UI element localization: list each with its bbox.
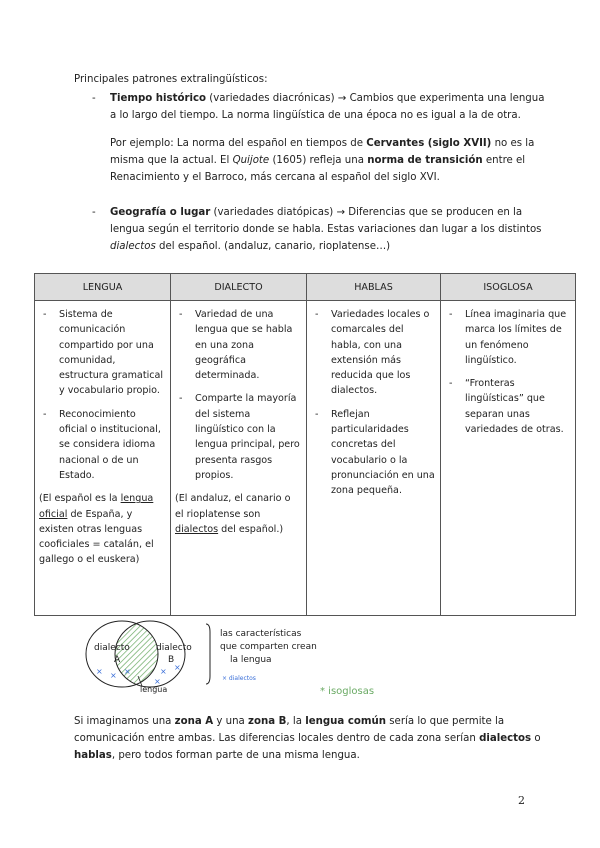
underlined-text: lengua oficial [39,493,154,520]
x-mark: × [96,667,103,676]
italic-text: Quijote [232,155,270,166]
text: de España, y existen otras lenguas cooficiales = catalán, el gallego o el euskera) [39,508,154,566]
text: (1605) refleja una [269,155,368,166]
letter-b: B [168,655,175,665]
letter-a: A [114,655,121,665]
italic-text: dialectos [110,241,156,252]
cell-bullet: Variedad de una lengua que se habla en una zona geográfica determinada. [195,309,293,382]
x-mark: × [174,663,181,672]
example-paragraph [110,135,550,186]
text: o [531,733,541,744]
cell-bullet: Reconocimiento oficial o institucional, se considera idioma nacional o de un Estado. [59,408,161,481]
dash: - [315,309,319,320]
x-mark: × [110,671,117,680]
comparison-table [34,273,576,616]
bullet-dash: - [92,207,96,218]
note-line: que comparten crean [220,642,317,652]
bold-text: zona B [248,716,287,727]
header-lengua: LENGUA [35,274,171,301]
text: entre el [482,155,526,166]
text: , pero todos forman parte de una misma lengua. [111,750,360,761]
text: Por ejemplo: La norma del español en tiempos de [110,138,367,149]
bold-text: norma de transición [367,155,483,166]
text: , la [286,716,306,727]
cell-bullet: Comparte la mayoría del sistema lingüístico con la lengua principal, pero presenta rasgos propios. [195,393,300,481]
dash: - [43,408,47,420]
item-geography [110,204,550,255]
table-row [35,301,576,616]
dash: - [449,378,453,390]
isoglosas-label: * isoglosas [320,686,375,697]
bullet-dash: - [92,93,96,104]
underlined-text: dialectos [175,523,219,535]
bold-text: hablas [74,750,112,761]
label-dialecto-b: dialecto [156,643,192,653]
header-isoglosa: ISOGLOSA [441,274,576,301]
item-title: Tiempo histórico [110,93,207,104]
cell-lengua [35,301,171,616]
cell-bullet: Variedades locales o comarcales del habla, con una extensión más reducida que los dialectos. [331,309,430,397]
bold-text: lengua común [305,716,386,727]
note-line: las características [220,629,302,639]
x-mark: × [154,677,161,686]
dash: - [179,309,183,320]
text: del español.) [218,523,284,535]
text: y una [213,716,249,727]
text: (El andaluz, el canario o el rioplatense son [175,493,291,520]
cell-bullet: Reflejan particularidades concretas del vocabulario o la pronunciación en una zona pequeña. [331,408,435,497]
cell-note [39,491,166,567]
cell-isoglosa [441,301,576,616]
dash: - [179,393,183,405]
text: no es la [491,138,535,149]
item-text: a lo largo del tiempo. La norma lingüística de una época no es igual a la de otra. [110,110,521,121]
venn-diagram [80,612,320,700]
label-lengua: lengua [140,685,168,694]
cell-dialecto [171,301,307,616]
bold-text: zona A [174,716,214,727]
text: Renacimiento y el Barroco, más cercana al español del siglo XVI. [110,172,440,183]
text: comunicación entre ambas. Las diferencias locales dentro de cada zona serían [74,733,480,744]
cell-bullet: Sistema de comunicación compartido por una comunidad, estructura gramatical y vocabulario propio. [59,309,164,397]
dash: - [315,408,319,420]
x-mark: × [160,667,167,676]
item-historical-time [110,90,550,124]
dash: - [43,309,47,320]
closing-paragraph [74,713,544,764]
bracket [206,624,210,684]
text: misma que la actual. El [110,155,233,166]
bold-text: dialectos [479,733,532,744]
cell-note [175,491,302,537]
intro-line: Principales patrones extralingüísticos: [74,74,268,85]
table-header-row [35,274,576,301]
header-dialecto: DIALECTO [171,274,307,301]
item-text: lengua según el territorio donde se habla. Estas variaciones dan lugar a los distintos [110,224,542,235]
item-text: del español. (andaluz, canario, rioplatense…) [155,241,391,252]
cell-hablas [307,301,441,616]
bold-text: Cervantes (siglo XVII) [366,138,492,149]
note-line: la lengua [230,655,272,665]
cell-bullet: Línea imaginaria que marca los límites de un fenómeno lingüístico. [465,309,567,366]
item-text: (variedades diatópicas) → Diferencias que se producen en la [210,207,523,218]
item-text: (variedades diacrónicas) → Cambios que experimenta una lengua [206,93,545,104]
dash: - [449,309,453,320]
item-title: Geografía o lugar [110,207,211,218]
cell-bullet: “Fronteras lingüísticas” que separan unas variedades de otras. [465,378,564,436]
text: Si imaginamos una [74,716,175,727]
x-mark: × [124,667,131,676]
x-legend: × dialectos [222,675,256,682]
text: sería lo que permite la [386,716,505,727]
text: (El español es la [39,493,121,505]
page-number: 2 [518,794,525,807]
label-dialecto-a: dialecto [94,643,130,653]
header-hablas: HABLAS [307,274,441,301]
